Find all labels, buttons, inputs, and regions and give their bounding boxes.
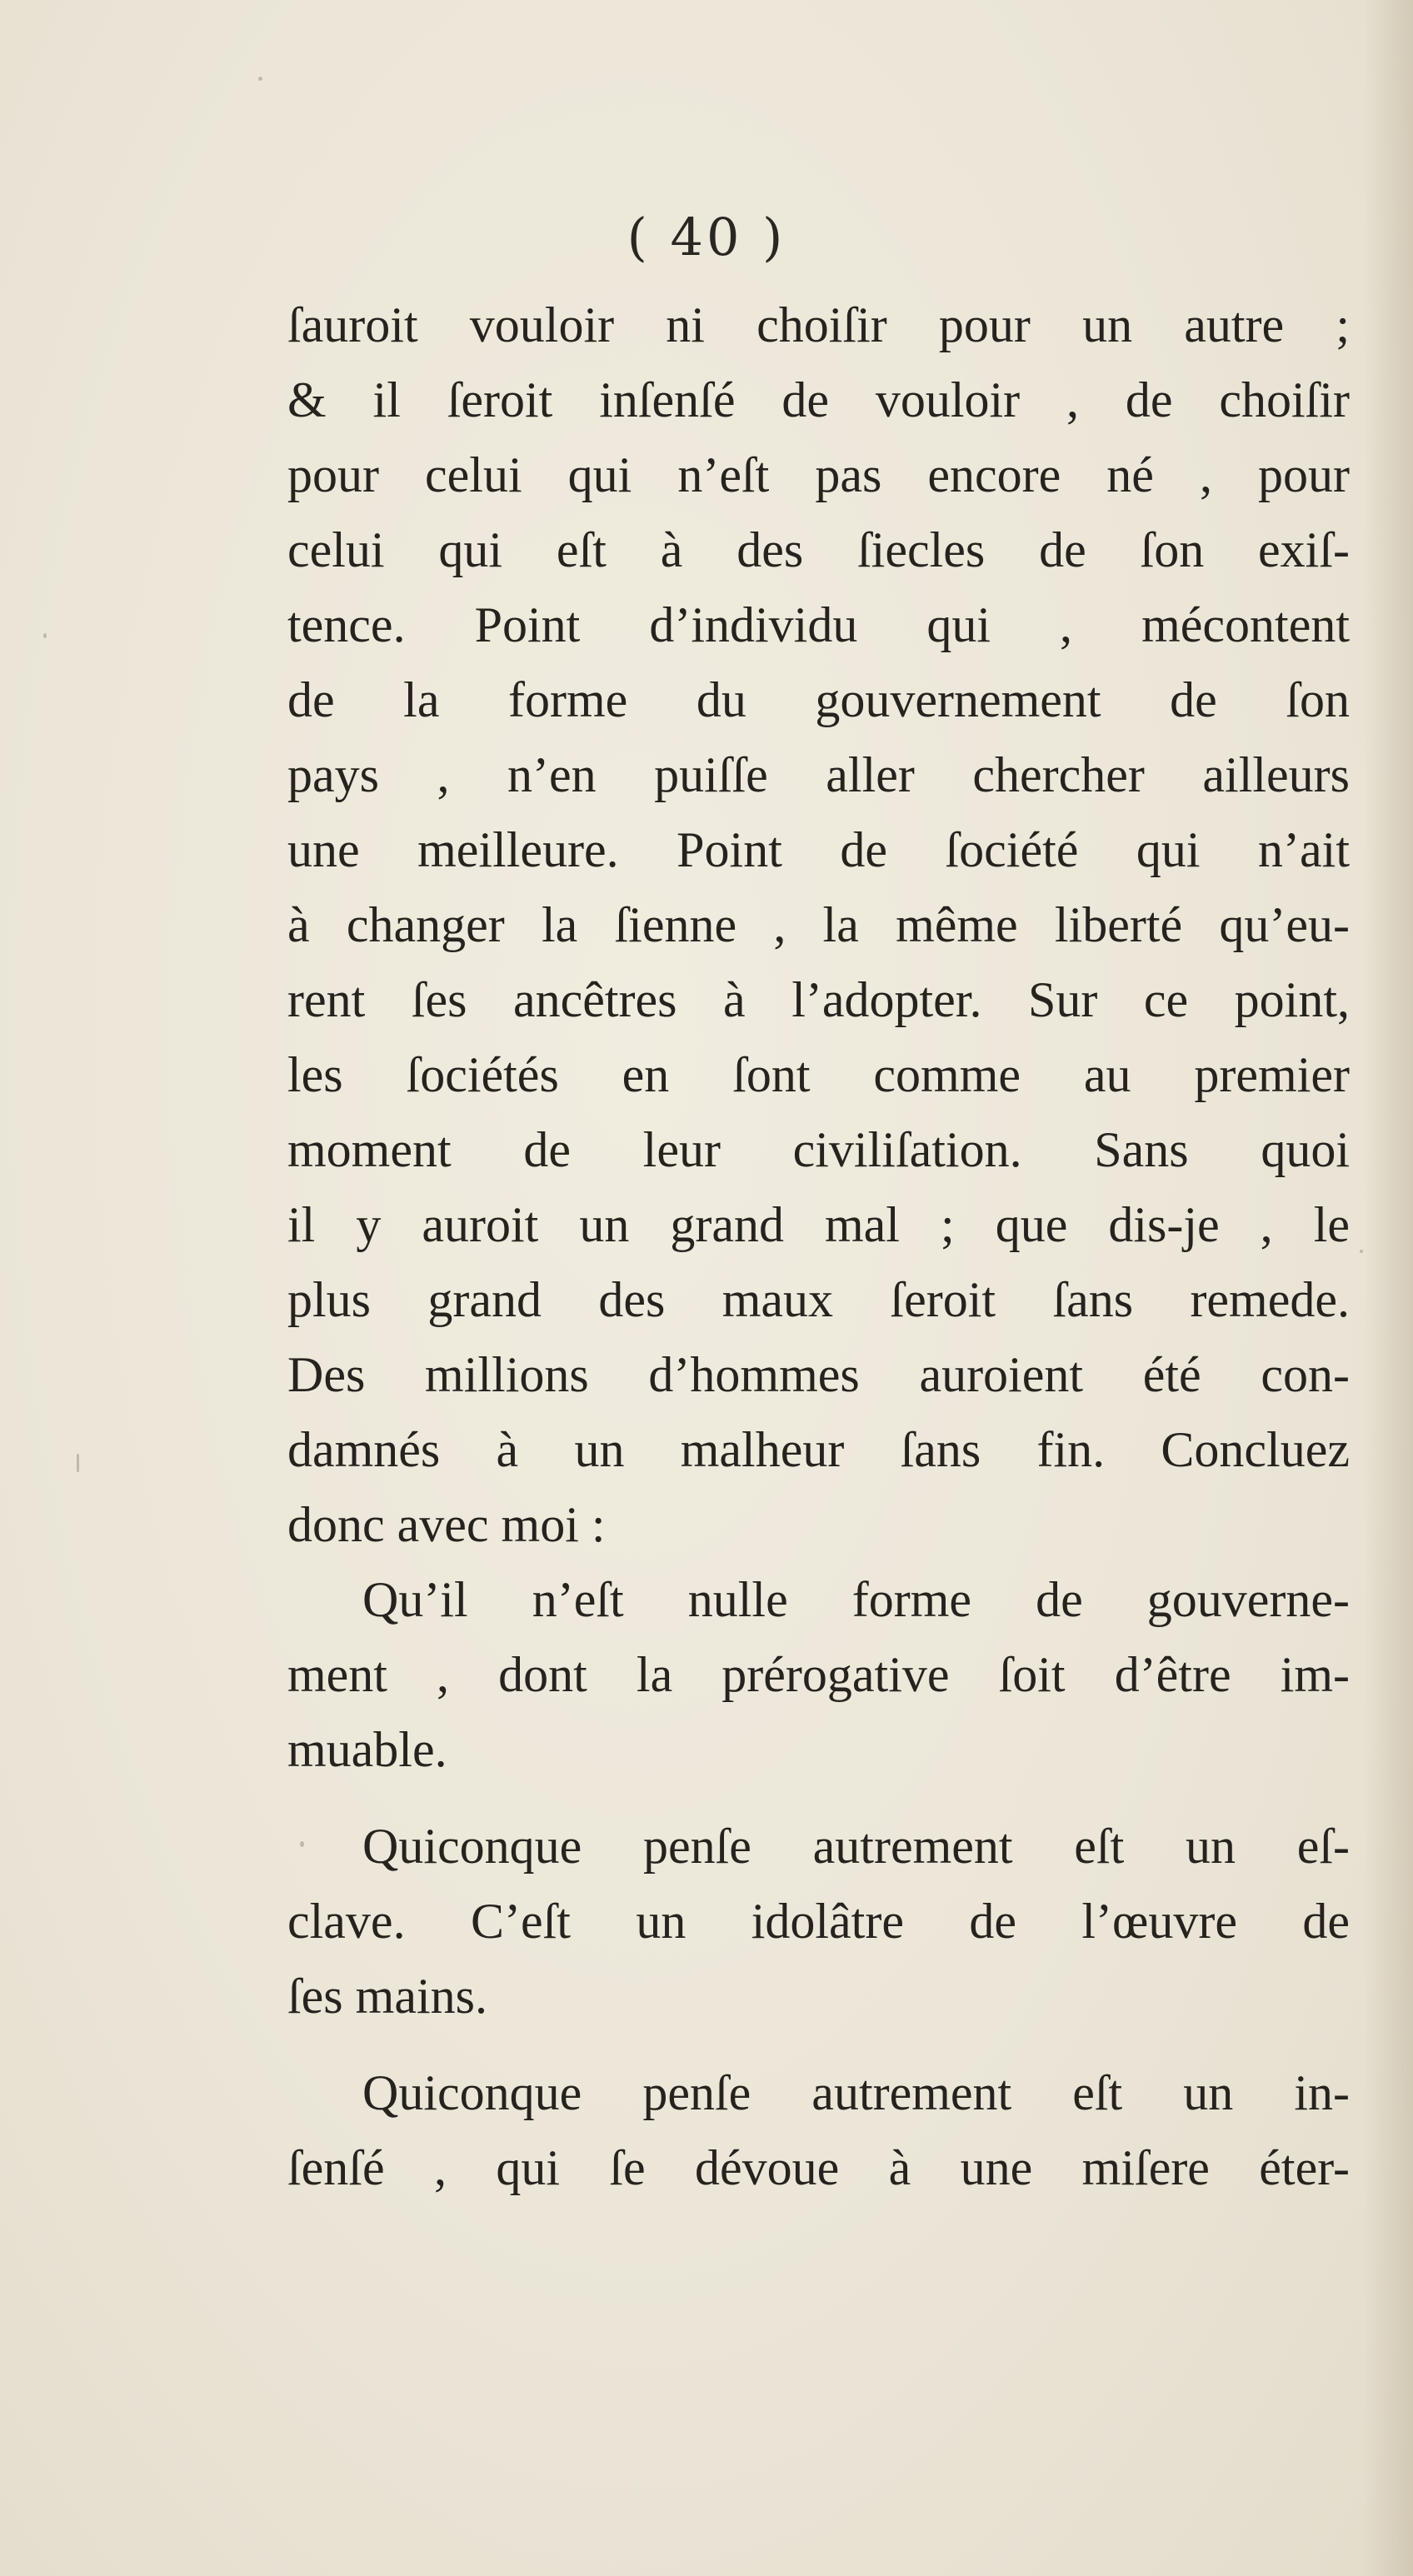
text-line: une meilleure. Point de ſociété qui n’ait	[287, 822, 1350, 877]
paper-fleck	[258, 77, 262, 81]
paragraph	[287, 1562, 1350, 1787]
text-line: plus grand des maux ſeroit ſans remede.	[287, 1272, 1350, 1327]
text-line: pour celui qui n’eſt pas encore né , pour	[287, 447, 1350, 502]
paper-fleck	[1360, 1250, 1363, 1253]
text-line: ſes mains.	[287, 1969, 487, 2024]
text-line: moment de leur civiliſation. Sans quoi	[287, 1122, 1350, 1177]
text-line: damnés à un malheur ſans fin. Concluez	[287, 1422, 1350, 1477]
body-text	[287, 287, 1350, 2205]
text-line: ſenſé , qui ſe dévoue à une miſere éter-	[287, 2140, 1350, 2195]
text-line: tence. Point d’individu qui , mécontent	[287, 597, 1350, 652]
text-line: Quiconque penſe autrement eſt un in-	[362, 2065, 1350, 2120]
paragraph-gap	[287, 2034, 1350, 2055]
text-line: Qu’il n’eſt nulle forme de gouverne-	[362, 1572, 1350, 1627]
paper-fleck	[43, 633, 47, 638]
page-edge-shadow	[1363, 0, 1413, 2576]
paragraph	[287, 287, 1350, 1562]
paper-fleck	[77, 1454, 79, 1472]
text-line: pays , n’en puiſſe aller chercher ailleurs	[287, 747, 1350, 802]
paragraph	[287, 1809, 1350, 2034]
text-line: rent ſes ancêtres à l’adopter. Sur ce point,	[287, 972, 1350, 1027]
text-line: ment , dont la prérogative ſoit d’être im-	[287, 1647, 1350, 1702]
paragraph-gap	[287, 1787, 1350, 1809]
page-number: ( 40 )	[627, 207, 786, 267]
text-line: de la forme du gouvernement de ſon	[287, 672, 1350, 727]
text-line: clave. C’eſt un idolâtre de l’œuvre de	[287, 1894, 1350, 1949]
text-line: donc avec moi :	[287, 1497, 606, 1552]
text-line: à changer la ſienne , la même liberté qu’eu-	[287, 897, 1350, 952]
text-line: muable.	[287, 1722, 447, 1777]
text-line: il y auroit un grand mal ; que dis-je , le	[287, 1197, 1350, 1252]
text-line: & il ſeroit inſenſé de vouloir , de choiſir	[287, 372, 1350, 427]
text-line: celui qui eſt à des ſiecles de ſon exiſ-	[287, 522, 1350, 577]
text-line: ſauroit vouloir ni choiſir pour un autre ;	[287, 297, 1350, 352]
paragraph	[287, 2055, 1350, 2205]
text-line: les ſociétés en ſont comme au premier	[287, 1047, 1350, 1102]
text-line: Des millions d’hommes auroient été con-	[287, 1347, 1350, 1402]
text-line: Quiconque penſe autrement eſt un eſ-	[362, 1819, 1350, 1874]
